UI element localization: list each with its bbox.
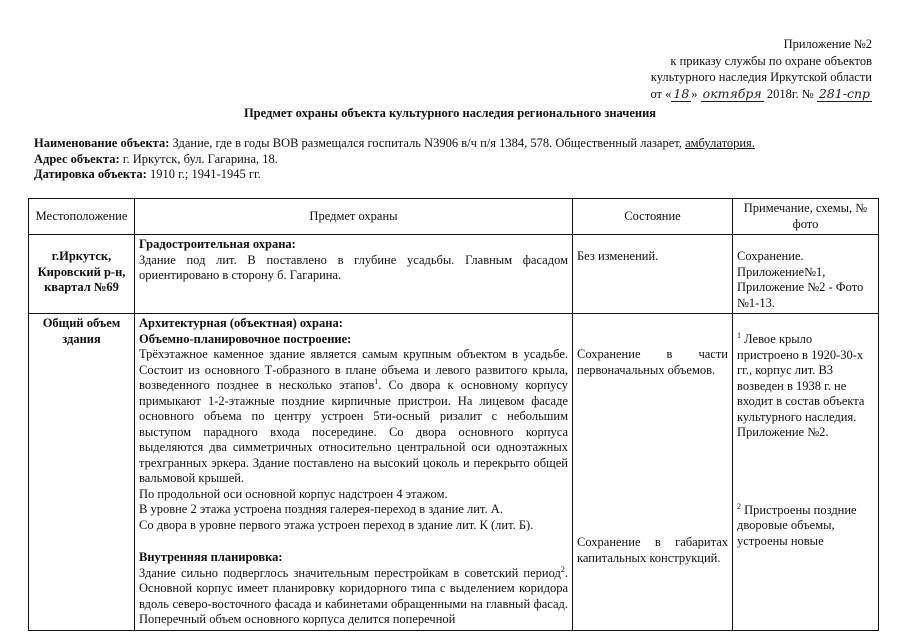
row2-line4: Со двора в уровне первого этажа устроен переход в здание лит. К (лит. Б).: [139, 517, 534, 532]
row2-paragraph2: [139, 566, 568, 628]
row1-note: Сохранение. Приложение№1, Приложение №2 - Фото №1-13.: [733, 235, 879, 314]
protection-table: [28, 198, 879, 631]
row2-text-b: . Со двора к основному корпусу примыкают 1-2-этажные поздние кирпичные пристрои. На лицевом фасаде основного объема по центру устроен 5ти-осный ризалит с небольшим выступом парадного входа посередине. Со двора основного корпуса выделяются два симметричных относительно центральной оси одноэтажных трехгранных эркера. Здание поставлено на высокий цоколь и перекрыто общей вальмовой крышей.: [139, 378, 568, 485]
row2-subsection2-title: Внутренняя планировка:: [139, 550, 283, 564]
header-subject: Предмет охраны: [135, 199, 573, 235]
object-address-line: [34, 152, 755, 168]
appendix-date-line: [650, 86, 872, 103]
row2-text-d: . Основной корпус имеет планировку коридорного типа с выделением коридора вдоль северо-восточного фасада и кабинетами обращенными на главный фасад. Поперечный объем основного корпуса делится поперечной: [139, 565, 568, 626]
object-name-value: Здание, где в годы ВОВ размещался госпиталь N3906 в/ч п/я 1384, 578. Общественный лазарет,: [169, 136, 686, 150]
row2-line2: По продольной оси основной корпус надстроен 4 этажом.: [139, 486, 448, 501]
footnote-ref-2: 2: [560, 564, 565, 574]
appendix-line2: к приказу службы по охране объектов: [670, 53, 872, 68]
date-mid: »: [691, 86, 701, 101]
row2-state: [573, 314, 733, 631]
row2-note: [733, 314, 879, 631]
handwritten-number: 281-спр: [818, 85, 870, 101]
row2-state2: Сохранение в габаритах капитальных конструкций.: [577, 535, 728, 565]
note-ref-2: 2: [737, 501, 741, 511]
document-title: Предмет охраны объекта культурного наследия регионального значения: [243, 106, 657, 120]
object-name-underlined: амбулатория.: [685, 136, 755, 150]
row2-text-a: Трёхэтажное каменное здание является самым крупным объектом в усадьбе. Состоит из основного Т-образного в плане объема и левого развитого крыла, возведенного позднее в несколько этапов: [139, 347, 568, 392]
header-location: Местоположение: [29, 199, 135, 235]
note-ref-1: 1: [737, 330, 741, 340]
appendix-line3: культурного наследия Иркутской области: [650, 70, 872, 84]
object-date-line: [34, 167, 755, 183]
object-name-line: [34, 136, 755, 152]
row1-state: Без изменений.: [573, 235, 733, 314]
row1-section-title: Градостроительная охрана:: [139, 237, 296, 251]
object-date-value: 1910 г.; 1941-1945 гг.: [146, 167, 261, 181]
appendix-line1: Приложение №2: [783, 37, 872, 51]
row2-note2: [737, 503, 874, 550]
date-year-number: 2018г. №: [763, 86, 817, 101]
row2-note1-text: Левое крыло пристроено в 1920-30-х гг., корпус лит. В3 возведен в 1938 г. не входит в состав объекта культурного наследия. Приложение №2.: [737, 332, 865, 439]
header-state: Состояние: [573, 199, 733, 235]
row2-line3: В уровне 2 этажа устроена поздняя галерея-переход в здание лит. А.: [139, 502, 503, 516]
row2-note1: [737, 332, 874, 441]
appendix-block: [650, 36, 872, 102]
footnote-ref-1: 1: [374, 376, 379, 386]
row1-location: г.Иркутск, Кировский р-н, квартал №69: [29, 235, 135, 314]
row2-paragraph: [139, 347, 568, 487]
header-note: Примечание, схемы, № фото: [733, 199, 879, 235]
table-row: [29, 314, 879, 631]
object-meta: [34, 136, 755, 183]
row1-text: Здание под лит. В поставлено в глубине усадьбы. Главным фасадом ориентировано в сторону б. Гагарина.: [139, 252, 568, 282]
row2-note2-text: Пристроены поздние дворовые объемы, устроены новые: [737, 502, 857, 548]
row2-subject: [135, 314, 573, 631]
row2-state1: Сохранение в части первоначальных объемов.: [577, 347, 728, 377]
handwritten-month: октября: [702, 85, 762, 101]
table-row: [29, 235, 879, 314]
object-date-label: Датировка объекта:: [34, 167, 147, 181]
row2-text-c: Здание сильно подверглось значительным перестройкам в советский период: [139, 565, 561, 580]
row2-section-title: Архитектурная (объектная) охрана:: [139, 316, 343, 330]
object-name-label: Наименование объекта:: [34, 136, 170, 150]
date-prefix: от «: [650, 86, 672, 101]
row1-subject: [135, 235, 573, 314]
table-header-row: [29, 199, 879, 235]
row2-location: Общий объем здания: [29, 314, 135, 631]
object-address-label: Адрес объекта:: [34, 151, 120, 166]
object-address-value: г. Иркутск, бул. Гагарина, 18.: [119, 151, 278, 166]
row2-subsection-title: Объемно-планировочное построение:: [139, 331, 352, 346]
handwritten-day: 18: [673, 85, 690, 101]
